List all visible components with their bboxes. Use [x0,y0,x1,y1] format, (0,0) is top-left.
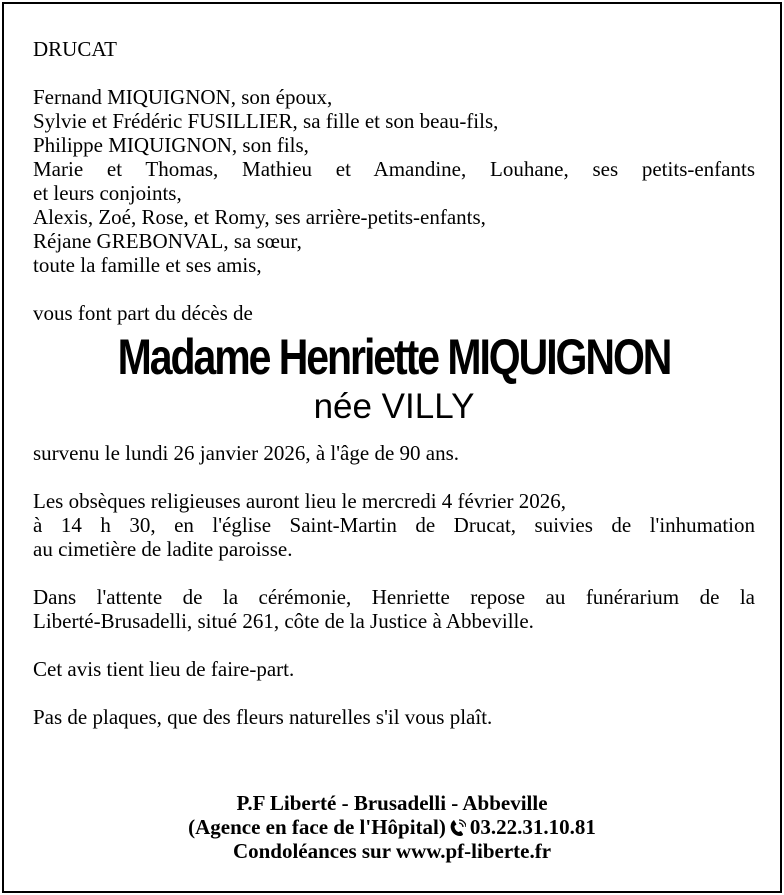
family-line: et leurs conjoints, [33,181,182,205]
family-line: Réjane GREBONVAL, sa sœur, [33,229,302,253]
family-line: Marie et Thomas, Mathieu et Amandine, Louhane, ses petits-enfants [33,157,755,181]
announcement: vous font part du décès de [33,301,253,325]
funeral-home-footer [4,791,780,863]
condolences-line: Condoléances sur www.pf-liberte.fr [232,839,552,863]
town-name: DRUCAT [33,37,118,61]
agency-line [4,815,780,839]
funeral-home-name: P.F Liberté - Brusadelli - Abbeville [236,791,548,815]
family-line: toute la famille et ses amis, [33,253,262,277]
family-line: Fernand MIQUIGNON, son époux, [33,85,333,109]
death-info: survenu le lundi 26 janvier 2026, à l'âge de 90 ans. [33,441,460,465]
rest-line: Dans l'attente de la cérémonie, Henriette repose au funérarium de la [33,585,755,609]
funeral-line: à 14 h 30, en l'église Saint-Martin de Drucat, suivies de l'inhumation [33,513,755,537]
faire-part-notice: Cet avis tient lieu de faire-part. [33,657,295,681]
phone-icon [450,818,466,836]
deceased-name: Madame Henriette MIQUIGNON [117,329,671,385]
maiden-name: née VILLY [313,387,475,426]
rest-line: Liberté-Brusadelli, situé 261, côte de la Justice à Abbeville. [33,609,534,633]
phone-number: 03.22.31.10.81 [469,815,596,839]
family-line: Alexis, Zoé, Rose, et Romy, ses arrière-petits-enfants, [33,205,486,229]
funeral-line: Les obsèques religieuses auront lieu le mercredi 4 février 2026, [33,489,566,513]
agency-location: (Agence en face de l'Hôpital) [188,815,446,839]
obituary-notice [2,2,782,893]
funeral-line: au cimetière de ladite paroisse. [33,537,293,561]
family-line: Sylvie et Frédéric FUSILLIER, sa fille et son beau-fils, [33,109,499,133]
flowers-notice: Pas de plaques, que des fleurs naturelles s'il vous plaît. [33,705,493,729]
family-line: Philippe MIQUIGNON, son fils, [33,133,309,157]
notice-body [33,37,755,729]
